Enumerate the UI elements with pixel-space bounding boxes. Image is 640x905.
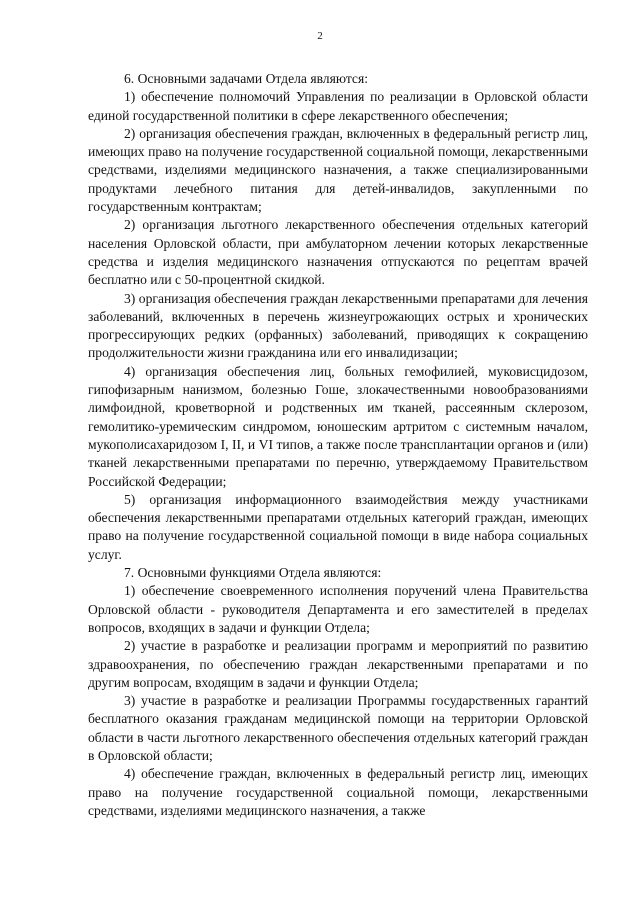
task-item-5: 5) организация информационного взаимодействия между участниками обеспечения лекарственными препаратами отдельных категорий граждан, имеющих право на получение государственной социальной помощи в виде набора социальных услуг.: [88, 491, 588, 562]
document-body: [88, 70, 588, 820]
task-item-2a: 2) организация обеспечения граждан, включенных в федеральный регистр лиц, имеющих право на получение государственной социальной помощи, лекарственными средствами, изделиями медицинского назначения, а также специализированными продуктами лечебного питания для детей-инвалидов, закупленными по государственным контрактам;: [88, 125, 588, 215]
function-item-1: 1) обеспечение своевременного исполнения поручений члена Правительства Орловской области - руководителя Департамента и его заместителей в пределах вопросов, входящих в задачи и функции Отдела;: [88, 583, 588, 635]
task-item-3: 3) организация обеспечения граждан лекарственными препаратами для лечения заболеваний, включенных в перечень жизнеугрожающих острых и хронических прогрессирующих редких (орфанных) заболеваний, приводящих к сокращению продолжительности жизни гражданина или его инвалидизации;: [88, 290, 588, 361]
section-7-heading: 7. Основными функциями Отдела являются:: [124, 565, 382, 581]
task-item-2b: 2) организация льготного лекарственного обеспечения отдельных категорий населения Орловской области, при амбулаторном лечении которых лекарственные средства и изделия медицинского назначения отпускаются по рецептам врачей бесплатно или с 50-процентной скидкой.: [88, 217, 588, 288]
task-item-4: 4) организация обеспечения лиц, больных гемофилией, муковисцидозом, гипофизарным нанизмом, болезнью Гоше, злокачественными новообразованиями лимфоидной, кроветворной и родственных им тканей, рассеянным склерозом, гемолитико-уремическим синдромом, юношеским артритом с системным началом, мукополисахаридозом I, II, и VI типов, а также после трансплантации органов и (или) тканей лекарственными препаратами по перечню, утверждаемому Правительством Российской Федерации;: [88, 363, 588, 489]
function-item-3: 3) участие в разработке и реализации Программы государственных гарантий бесплатного оказания гражданам медицинской помощи на территории Орловской области в части льготного лекарственного обеспечения отдельных категорий граждан в Орловской области;: [88, 693, 588, 763]
task-item-1: 1) обеспечение полномочий Управления по реализации в Орловской области единой государственной политики в сфере лекарственного обеспечения;: [88, 89, 588, 123]
section-6-heading: 6. Основными задачами Отдела являются:: [124, 71, 368, 86]
function-item-2: 2) участие в разработке и реализации программ и мероприятий по развитию здравоохранения, по обеспечению граждан лекарственными препаратами и по другим вопросам, входящим в задачи и функции Отдела;: [88, 638, 588, 690]
page-number: 2: [317, 30, 323, 42]
function-item-4: 4) обеспечение граждан, включенных в федеральный регистр лиц, имеющих право на получение государственной социальной помощи, лекарственными средствами, изделиями медицинского назначения, а также: [88, 766, 588, 818]
